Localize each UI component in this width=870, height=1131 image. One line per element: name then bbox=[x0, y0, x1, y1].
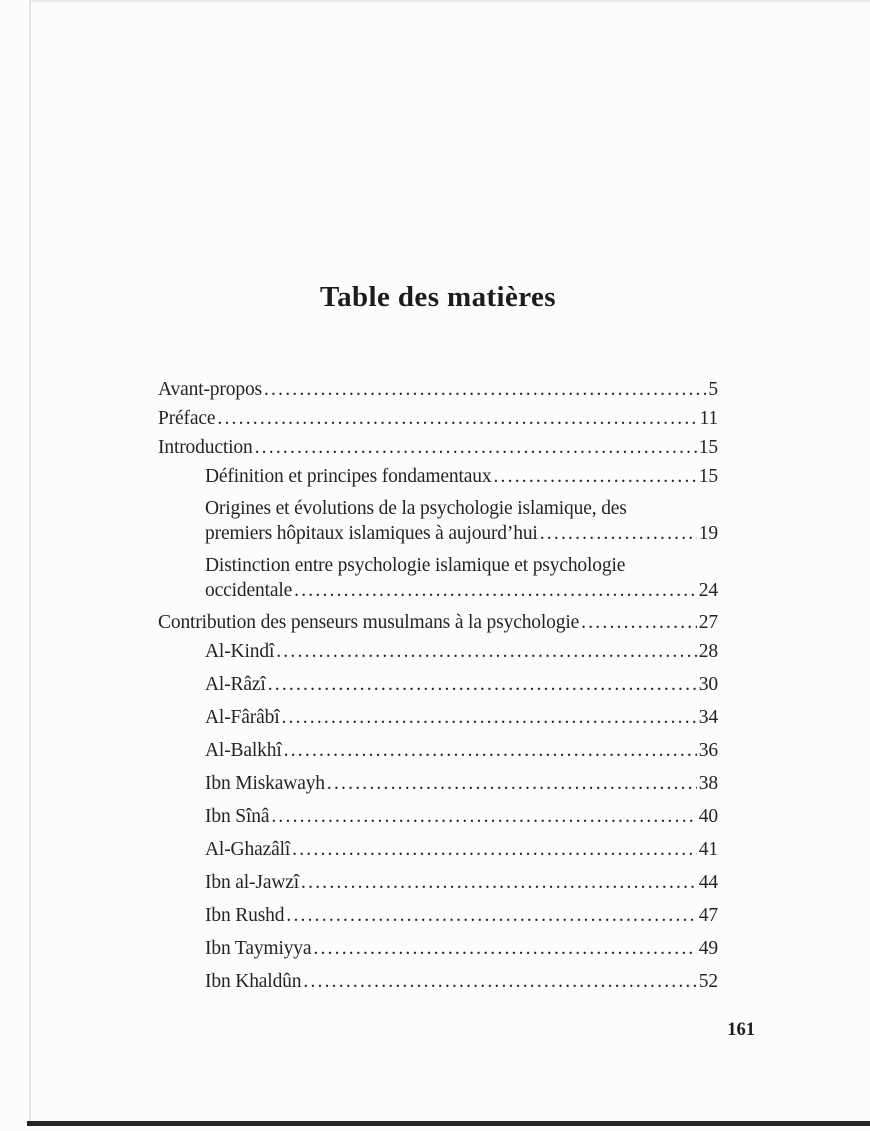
toc-entry bbox=[158, 496, 718, 546]
dot-leader bbox=[581, 610, 697, 635]
dot-leader bbox=[540, 521, 697, 546]
toc-entry-page: 34 bbox=[698, 707, 718, 728]
toc-entry-label: Ibn Sînâ bbox=[205, 806, 270, 827]
toc-entry-page: 52 bbox=[698, 971, 718, 992]
toc-entry bbox=[158, 969, 718, 994]
toc-entry-page: 38 bbox=[698, 773, 718, 794]
dot-leader bbox=[493, 464, 696, 489]
toc-entry bbox=[158, 672, 718, 697]
dot-leader bbox=[313, 936, 696, 961]
toc-entry bbox=[158, 804, 718, 829]
toc-entry-label: Al-Râzî bbox=[205, 674, 266, 695]
toc-entry-page: 47 bbox=[698, 905, 718, 926]
toc-entry-label: Introduction bbox=[158, 437, 253, 458]
toc-entry-page: 15 bbox=[698, 437, 718, 458]
toc-entry-label: Al-Fârâbî bbox=[205, 707, 280, 728]
toc-entry-page: 49 bbox=[698, 938, 718, 959]
dot-leader bbox=[294, 578, 697, 603]
page-title: Table des matières bbox=[320, 281, 556, 313]
toc-entry bbox=[158, 837, 718, 862]
toc-entry-label: Avant-propos bbox=[158, 379, 262, 400]
toc-entry-page: 15 bbox=[698, 466, 718, 487]
toc-entry bbox=[158, 870, 718, 895]
toc-entry bbox=[158, 553, 718, 603]
dot-leader bbox=[303, 969, 696, 994]
toc-entry-page: 24 bbox=[698, 580, 718, 601]
toc-entry bbox=[158, 738, 718, 763]
page-edge-left bbox=[29, 0, 31, 1124]
toc-entry-label: Ibn Khaldûn bbox=[205, 971, 302, 992]
dot-leader bbox=[264, 377, 706, 402]
toc-entry bbox=[158, 435, 718, 460]
toc-entry-label: Ibn Taymiyya bbox=[205, 938, 312, 959]
toc-entry-label: Al-Kindî bbox=[205, 641, 275, 662]
toc-entry-label: Al-Ghazâlî bbox=[205, 839, 291, 860]
toc-entry-page: 28 bbox=[698, 641, 718, 662]
toc-entry-label: Ibn al-Jawzî bbox=[205, 872, 300, 893]
toc-entry-page: 5 bbox=[708, 379, 718, 400]
toc-entry-label: Définition et principes fondamentaux bbox=[205, 466, 492, 487]
toc-entry-label: Al-Balkhî bbox=[205, 740, 282, 761]
page-edge-bottom bbox=[27, 1121, 870, 1126]
page-edge-top bbox=[29, 0, 870, 2]
toc-entry bbox=[158, 903, 718, 928]
toc-entry-text-line1: Distinction entre psychologie islamique et psychologie bbox=[205, 555, 626, 576]
dot-leader bbox=[292, 837, 697, 862]
dot-leader bbox=[301, 870, 697, 895]
toc-entry-page: 11 bbox=[699, 408, 718, 429]
toc-entry bbox=[158, 464, 718, 489]
toc-entry-page: 30 bbox=[698, 674, 718, 695]
toc-entry bbox=[158, 377, 718, 402]
toc-entry bbox=[158, 705, 718, 730]
dot-leader bbox=[268, 672, 697, 697]
toc-entry bbox=[158, 771, 718, 796]
dot-leader bbox=[281, 705, 696, 730]
dot-leader bbox=[327, 771, 697, 796]
toc-entry-page: 44 bbox=[698, 872, 718, 893]
dot-leader bbox=[284, 738, 697, 763]
toc-entry-page: 40 bbox=[698, 806, 718, 827]
dot-leader bbox=[276, 639, 697, 664]
toc-entry-text-line1: Origines et évolutions de la psychologie islamique, des bbox=[205, 498, 627, 519]
toc-entry-label: Ibn Rushd bbox=[205, 905, 285, 926]
page-number: 161 bbox=[727, 1020, 755, 1040]
toc-entry-label: premiers hôpitaux islamiques à aujourd’hui bbox=[205, 523, 538, 544]
toc-entry-page: 41 bbox=[698, 839, 718, 860]
dot-leader bbox=[286, 903, 696, 928]
dot-leader bbox=[217, 406, 697, 431]
toc-entry-label: Contribution des penseurs musulmans à la psychologie bbox=[158, 612, 580, 633]
dot-leader bbox=[255, 435, 697, 460]
toc-entry bbox=[158, 406, 718, 431]
table-of-contents bbox=[158, 377, 718, 1002]
toc-entry-label: occidentale bbox=[205, 580, 293, 601]
toc-entry bbox=[158, 610, 718, 635]
toc-entry-page: 19 bbox=[698, 523, 718, 544]
toc-entry-label: Préface bbox=[158, 408, 216, 429]
toc-entry-label: Ibn Miskawayh bbox=[205, 773, 325, 794]
toc-entry-page: 36 bbox=[698, 740, 718, 761]
toc-entry bbox=[158, 639, 718, 664]
toc-entry bbox=[158, 936, 718, 961]
dot-leader bbox=[271, 804, 696, 829]
toc-entry-page: 27 bbox=[698, 612, 718, 633]
